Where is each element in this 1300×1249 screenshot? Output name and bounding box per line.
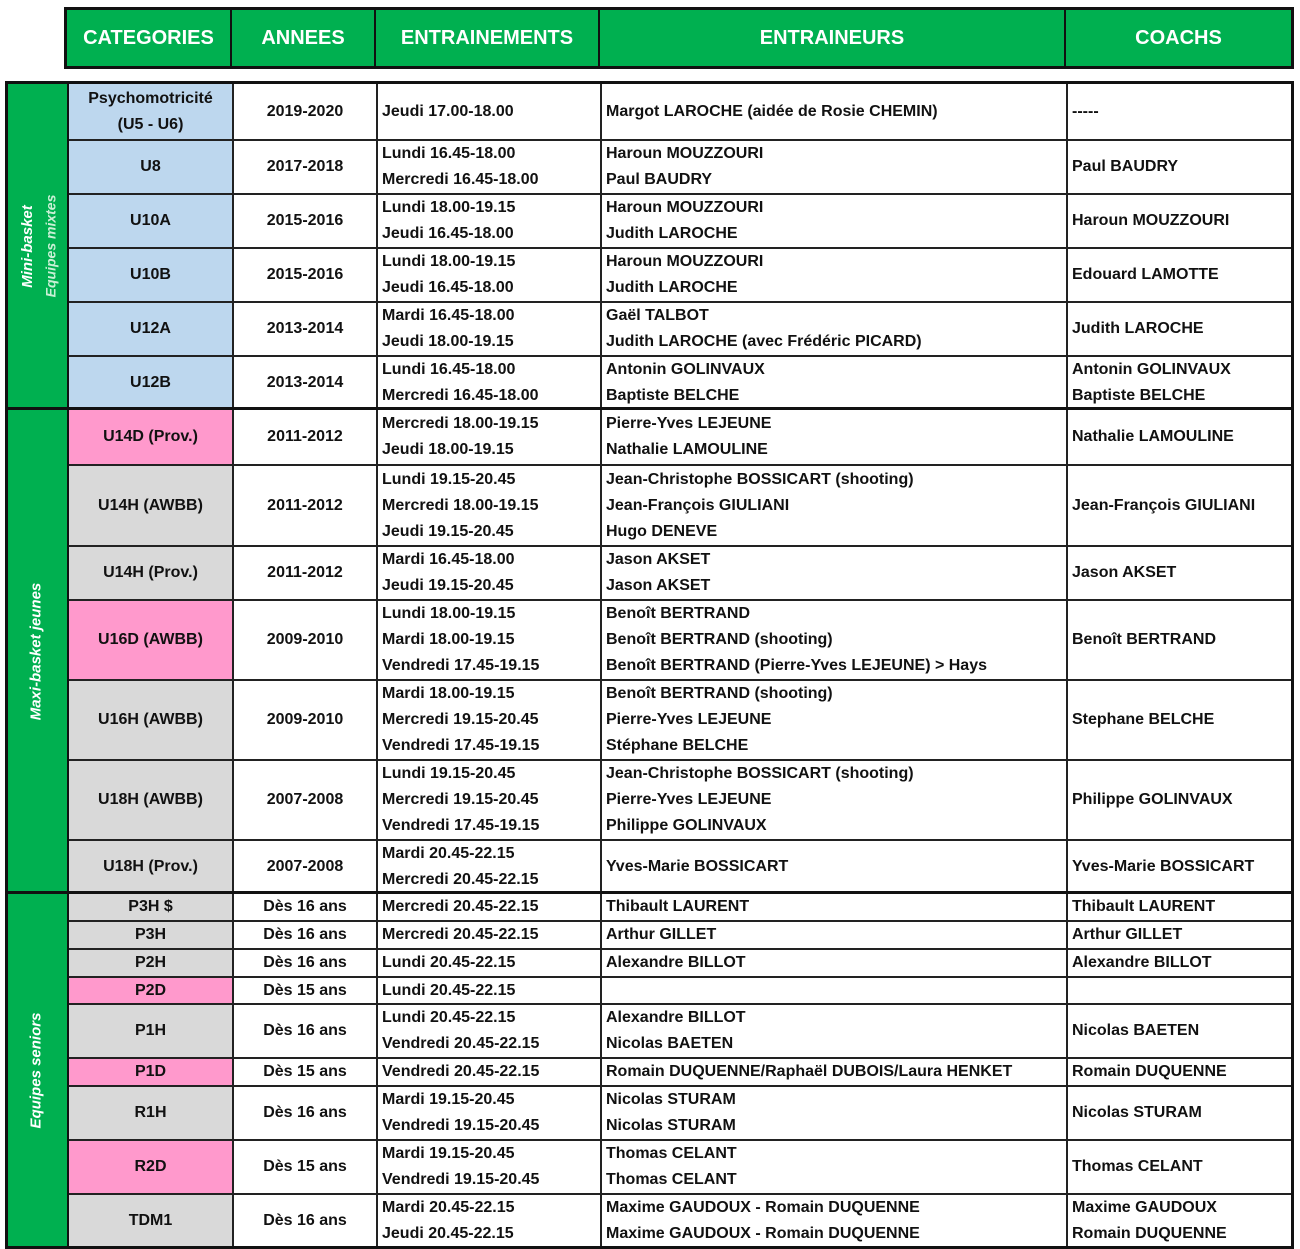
- column-header-bar: [64, 7, 1294, 69]
- training-slot: Mercredi 20.45-22.15: [382, 898, 539, 915]
- category-cell: [69, 1059, 234, 1085]
- header-entraineurs: ENTRAINEURS: [600, 10, 1066, 66]
- trainers-cell: [602, 681, 1068, 759]
- category-cell: [69, 1141, 234, 1193]
- header-categories: CATEGORIES: [67, 10, 232, 66]
- table-row: [69, 950, 1291, 978]
- section-mini: [5, 81, 1294, 411]
- category-label: U14H (AWBB): [98, 496, 203, 514]
- years-cell: [234, 84, 378, 139]
- training-slot: Mardi 18.00-19.15: [382, 685, 515, 702]
- trainers-cell: [602, 922, 1068, 948]
- trainers-cell: [602, 841, 1068, 893]
- years-cell: [234, 841, 378, 893]
- trainings-cell: [378, 978, 602, 1003]
- coaches-cell: [1068, 1059, 1291, 1085]
- training-slot: Mardi 20.45-22.15: [382, 1198, 515, 1216]
- coaches-cell: [1068, 1195, 1291, 1246]
- coaches-cell: [1068, 1087, 1291, 1139]
- years-value: 2011-2012: [267, 496, 343, 514]
- table-row: [69, 894, 1291, 922]
- coach-name: Thibault LAURENT: [1072, 898, 1216, 915]
- training-slot: Vendredi 17.45-19.15: [382, 737, 540, 754]
- category-cell: [69, 922, 234, 948]
- years-cell: [234, 894, 378, 920]
- training-slot: Lundi 19.15-20.45: [382, 470, 516, 488]
- category-cell: [69, 978, 234, 1003]
- trainer-name: Thomas CELANT: [606, 1171, 737, 1188]
- category-label: U10A: [130, 212, 171, 229]
- section-title: Mini-basket: [18, 204, 36, 288]
- trainings-cell: [378, 1087, 602, 1139]
- trainer-name: Nicolas STURAM: [606, 1117, 736, 1134]
- table-row: [69, 249, 1291, 303]
- trainer-name: Jason AKSET: [606, 551, 711, 568]
- trainers-cell: [602, 978, 1068, 1003]
- category-cell: [69, 950, 234, 976]
- training-slot: Lundi 20.45-22.15: [382, 954, 516, 971]
- years-cell: [234, 303, 378, 355]
- category-cell: [69, 841, 234, 893]
- training-slot: Vendredi 19.15-20.45: [382, 1117, 540, 1134]
- years-cell: [234, 681, 378, 759]
- category-label: U8: [140, 158, 161, 175]
- years-value: 2007-2008: [266, 858, 344, 875]
- trainings-cell: [378, 1195, 602, 1246]
- trainer-name: Jean-Christophe BOSSICART (shooting): [606, 765, 914, 782]
- years-cell: [234, 1059, 378, 1085]
- trainer-name: Haroun MOUZZOURI: [606, 253, 764, 270]
- years-cell: [234, 547, 378, 599]
- training-slot: Mardi 16.45-18.00: [382, 307, 515, 324]
- years-value: 2007-2008: [266, 791, 344, 808]
- trainings-cell: [378, 141, 602, 193]
- coach-name: Nicolas STURAM: [1072, 1104, 1202, 1121]
- section-subtitle: Equipes mixtes: [41, 194, 58, 298]
- trainings-cell: [378, 841, 602, 893]
- coach-name: Judith LAROCHE: [1072, 320, 1204, 337]
- trainer-name: Baptiste BELCHE: [606, 386, 740, 404]
- years-value: 2009-2010: [266, 631, 344, 648]
- table-row: [69, 547, 1291, 601]
- coaches-cell: [1068, 978, 1291, 1003]
- category-cell: [69, 1087, 234, 1139]
- training-slot: Jeudi 19.15-20.45: [382, 577, 514, 594]
- training-slot: Lundi 19.15-20.45: [382, 765, 516, 782]
- coach-name: Romain DUQUENNE: [1072, 1224, 1227, 1242]
- trainers-cell: [602, 894, 1068, 920]
- training-slot: Lundi 18.00-19.15: [382, 253, 516, 270]
- table-row: [69, 841, 1291, 893]
- trainer-name: Nathalie LAMOULINE: [606, 441, 768, 458]
- section-maxi: [5, 407, 1294, 896]
- trainer-name: Antonin GOLINVAUX: [606, 360, 765, 378]
- training-slot: Mercredi 20.45-22.15: [382, 926, 539, 943]
- header-coachs: COACHS: [1135, 26, 1222, 49]
- coach-name: Philippe GOLINVAUX: [1072, 791, 1233, 808]
- category-label: U12A: [130, 320, 171, 337]
- category-cell: [69, 761, 234, 839]
- coaches-cell: [1068, 841, 1291, 893]
- table-row: [69, 681, 1291, 761]
- coach-name: Jason AKSET: [1072, 564, 1177, 581]
- trainers-cell: [602, 410, 1068, 464]
- training-slot: Mercredi 16.45-18.00: [382, 386, 539, 404]
- years-value: Dès 16 ans: [263, 954, 347, 971]
- trainings-cell: [378, 466, 602, 545]
- coaches-cell: [1068, 547, 1291, 599]
- trainer-name: Alexandre BILLOT: [606, 1009, 746, 1026]
- coach-name: Yves-Marie BOSSICART: [1072, 858, 1255, 875]
- years-cell: [234, 410, 378, 464]
- trainer-name: Gaël TALBOT: [606, 307, 709, 324]
- section-label-seniors: [8, 894, 69, 1246]
- category-label: P2D: [134, 981, 167, 999]
- table-row: [69, 978, 1291, 1005]
- training-slot: Mercredi 19.15-20.45: [382, 791, 539, 808]
- table-row: [69, 357, 1291, 408]
- trainings-cell: [378, 681, 602, 759]
- coach-name: Alexandre BILLOT: [1072, 954, 1212, 971]
- table-row: [69, 303, 1291, 357]
- category-label: Psychomotricité: [88, 89, 213, 107]
- trainer-name: Alexandre BILLOT: [606, 954, 746, 971]
- category-label: P3H: [134, 926, 167, 943]
- coach-name: Thomas CELANT: [1072, 1158, 1203, 1175]
- coaches-cell: [1068, 410, 1291, 464]
- category-cell: [69, 1005, 234, 1057]
- training-slot: Jeudi 16.45-18.00: [382, 225, 514, 242]
- table-row: [69, 1005, 1291, 1059]
- training-slot: Mercredi 20.45-22.15: [382, 871, 539, 888]
- trainer-name: Yves-Marie BOSSICART: [606, 858, 789, 875]
- training-slot: Jeudi 18.00-19.15: [382, 333, 514, 350]
- years-cell: [234, 466, 378, 545]
- section-label-mini: [8, 84, 69, 408]
- years-value: 2011-2012: [267, 428, 343, 445]
- category-cell: [69, 195, 234, 247]
- years-value: Dès 16 ans: [263, 1022, 347, 1039]
- coach-name: Romain DUQUENNE: [1072, 1063, 1227, 1080]
- training-slot: Jeudi 16.45-18.00: [382, 279, 514, 296]
- trainer-name: Pierre-Yves LEJEUNE: [606, 415, 772, 432]
- category-cell: [69, 84, 234, 139]
- coaches-cell: [1068, 1005, 1291, 1057]
- trainer-name: Benoît BERTRAND: [606, 605, 750, 622]
- trainers-cell: [602, 141, 1068, 193]
- trainings-cell: [378, 1005, 602, 1057]
- trainings-cell: [378, 303, 602, 355]
- trainer-name: Benoît BERTRAND (Pierre-Yves LEJEUNE) > Hays: [606, 657, 987, 674]
- trainings-cell: [378, 84, 602, 139]
- training-slot: Mercredi 16.45-18.00: [382, 171, 539, 188]
- trainings-cell: [378, 1059, 602, 1085]
- training-slot: Vendredi 20.45-22.15: [382, 1035, 540, 1052]
- category-cell: [69, 547, 234, 599]
- training-slot: Lundi 20.45-22.15: [382, 981, 516, 999]
- category-cell: [69, 601, 234, 679]
- trainers-cell: [602, 601, 1068, 679]
- category-label: U14H (Prov.): [103, 564, 198, 581]
- trainings-cell: [378, 1141, 602, 1193]
- training-slot: Vendredi 20.45-22.15: [382, 1063, 540, 1080]
- table-row: [69, 1059, 1291, 1087]
- coaches-cell: [1068, 950, 1291, 976]
- section-label-maxi: [8, 410, 69, 893]
- coaches-cell: [1068, 357, 1291, 408]
- trainers-cell: [602, 950, 1068, 976]
- years-value: 2017-2018: [266, 158, 344, 175]
- trainer-name: Jason AKSET: [606, 577, 711, 594]
- coaches-cell: [1068, 922, 1291, 948]
- training-slot: Vendredi 19.15-20.45: [382, 1171, 540, 1188]
- category-cell: [69, 357, 234, 408]
- category-label: U16H (AWBB): [98, 711, 203, 728]
- training-slot: Vendredi 17.45-19.15: [382, 657, 540, 674]
- category-label: P2H: [134, 954, 167, 971]
- coaches-cell: [1068, 894, 1291, 920]
- years-cell: [234, 357, 378, 408]
- category-label: U14D (Prov.): [103, 428, 198, 445]
- trainers-cell: [602, 761, 1068, 839]
- category-label: R1H: [134, 1104, 167, 1121]
- years-value: Dès 15 ans: [263, 1158, 347, 1175]
- trainers-cell: [602, 195, 1068, 247]
- trainer-name: Nicolas BAETEN: [606, 1035, 734, 1052]
- table-row: [69, 410, 1291, 466]
- trainings-cell: [378, 761, 602, 839]
- trainer-name: Thomas CELANT: [606, 1145, 737, 1162]
- trainers-cell: [602, 1195, 1068, 1246]
- trainer-name: Pierre-Yves LEJEUNE: [606, 791, 772, 808]
- coaches-cell: [1068, 195, 1291, 247]
- training-slot: Mardi 19.15-20.45: [382, 1091, 515, 1108]
- years-value: 2015-2016: [266, 266, 344, 283]
- category-label: U12B: [130, 373, 171, 391]
- years-value: 2013-2014: [266, 320, 344, 337]
- trainers-cell: [602, 1141, 1068, 1193]
- years-value: Dès 16 ans: [263, 1211, 347, 1229]
- training-slot: Mercredi 19.15-20.45: [382, 711, 539, 728]
- trainer-name: Thibault LAURENT: [606, 898, 750, 915]
- trainer-name: Hugo DENEVE: [606, 522, 718, 540]
- trainings-cell: [378, 894, 602, 920]
- training-slot: Lundi 16.45-18.00: [382, 360, 516, 378]
- coach-name: Jean-François GIULIANI: [1072, 496, 1256, 514]
- coaches-cell: [1068, 761, 1291, 839]
- trainer-name: Maxime GAUDOUX - Romain DUQUENNE: [606, 1198, 920, 1216]
- years-value: Dès 15 ans: [263, 981, 347, 999]
- section-title: Maxi-basket jeunes: [26, 582, 44, 721]
- trainings-cell: [378, 922, 602, 948]
- category-cell: [69, 249, 234, 301]
- trainer-name: Maxime GAUDOUX - Romain DUQUENNE: [606, 1224, 920, 1242]
- trainings-cell: [378, 357, 602, 408]
- trainings-cell: [378, 950, 602, 976]
- training-slot: Lundi 18.00-19.15: [382, 199, 516, 216]
- trainer-name: Jean-François GIULIANI: [606, 496, 790, 514]
- trainers-cell: [602, 1059, 1068, 1085]
- training-slot: Jeudi 17.00-18.00: [382, 102, 514, 120]
- category-label: TDM1: [128, 1211, 173, 1229]
- trainings-cell: [378, 249, 602, 301]
- trainer-name: Stéphane BELCHE: [606, 737, 749, 754]
- training-slot: Mardi 16.45-18.00: [382, 551, 515, 568]
- table-row: [69, 1195, 1291, 1246]
- trainer-name: Judith LAROCHE: [606, 225, 738, 242]
- years-cell: [234, 922, 378, 948]
- years-value: 2011-2012: [267, 564, 343, 581]
- trainer-name: Nicolas STURAM: [606, 1091, 736, 1108]
- trainers-cell: [602, 466, 1068, 545]
- category-label: U18H (Prov.): [103, 858, 198, 875]
- coach-name: Nathalie LAMOULINE: [1072, 428, 1234, 445]
- coaches-cell: [1068, 249, 1291, 301]
- years-cell: [234, 950, 378, 976]
- coach-name: Haroun MOUZZOURI: [1072, 212, 1230, 229]
- years-value: 2009-2010: [266, 711, 344, 728]
- training-slot: Jeudi 20.45-22.15: [382, 1224, 514, 1242]
- years-cell: [234, 1005, 378, 1057]
- header-entrainements: ENTRAINEMENTS: [376, 10, 600, 66]
- category-label: P3H $: [128, 898, 173, 915]
- training-slot: Lundi 20.45-22.15: [382, 1009, 516, 1026]
- category-cell: [69, 410, 234, 464]
- coaches-cell: [1068, 1141, 1291, 1193]
- trainer-name: Haroun MOUZZOURI: [606, 199, 764, 216]
- trainer-name: Paul BAUDRY: [606, 171, 713, 188]
- trainings-cell: [378, 195, 602, 247]
- coaches-cell: [1068, 303, 1291, 355]
- trainer-name: Philippe GOLINVAUX: [606, 817, 767, 834]
- trainers-cell: [602, 1005, 1068, 1057]
- section-title: Equipes seniors: [26, 1012, 44, 1128]
- coach-name: Maxime GAUDOUX: [1072, 1198, 1217, 1216]
- years-cell: [234, 761, 378, 839]
- table-row: [69, 1141, 1291, 1195]
- category-label: U10B: [130, 266, 171, 283]
- trainers-cell: [602, 1087, 1068, 1139]
- trainers-cell: [602, 84, 1068, 139]
- trainers-cell: [602, 357, 1068, 408]
- table-row: [69, 601, 1291, 681]
- years-value: Dès 16 ans: [263, 926, 347, 943]
- trainer-name: Margot LAROCHE (aidée de Rosie CHEMIN): [606, 102, 938, 120]
- section-seniors: [5, 891, 1294, 1249]
- category-cell: [69, 141, 234, 193]
- category-label: U16D (AWBB): [98, 631, 203, 648]
- category-label: P1H: [134, 1022, 167, 1039]
- category-label: (U5 - U6): [117, 115, 184, 133]
- years-cell: [234, 978, 378, 1003]
- table-row: [69, 922, 1291, 950]
- years-cell: [234, 1141, 378, 1193]
- table-row: [69, 466, 1291, 547]
- trainer-name: Judith LAROCHE (avec Frédéric PICARD): [606, 333, 922, 350]
- table-row: [69, 1087, 1291, 1141]
- trainings-cell: [378, 547, 602, 599]
- coaches-cell: [1068, 141, 1291, 193]
- training-slot: Mercredi 18.00-19.15: [382, 496, 539, 514]
- table-row: [69, 84, 1291, 141]
- coach-name: Paul BAUDRY: [1072, 158, 1179, 175]
- coach-name: Benoît BERTRAND: [1072, 631, 1216, 648]
- coach-name: Arthur GILLET: [1072, 926, 1183, 943]
- training-slot: Mercredi 18.00-19.15: [382, 415, 539, 432]
- years-cell: [234, 141, 378, 193]
- years-value: Dès 16 ans: [263, 898, 347, 915]
- years-cell: [234, 601, 378, 679]
- training-slot: Lundi 18.00-19.15: [382, 605, 516, 622]
- years-cell: [234, 195, 378, 247]
- table-row: [69, 141, 1291, 195]
- years-cell: [234, 1195, 378, 1246]
- category-cell: [69, 303, 234, 355]
- trainer-name: Jean-Christophe BOSSICART (shooting): [606, 470, 914, 488]
- coach-name: Nicolas BAETEN: [1072, 1022, 1200, 1039]
- trainings-cell: [378, 601, 602, 679]
- training-slot: Jeudi 18.00-19.15: [382, 441, 514, 458]
- trainers-cell: [602, 303, 1068, 355]
- training-slot: Jeudi 19.15-20.45: [382, 522, 514, 540]
- trainings-cell: [378, 410, 602, 464]
- category-label: U18H (AWBB): [98, 791, 203, 808]
- training-slot: Lundi 16.45-18.00: [382, 145, 516, 162]
- training-slot: Mardi 19.15-20.45: [382, 1145, 515, 1162]
- years-value: Dès 16 ans: [263, 1104, 347, 1121]
- coaches-cell: [1068, 681, 1291, 759]
- trainer-name: Haroun MOUZZOURI: [606, 145, 764, 162]
- coach-name: Baptiste BELCHE: [1072, 386, 1206, 404]
- years-value: Dès 15 ans: [263, 1063, 347, 1080]
- category-cell: [69, 1195, 234, 1246]
- years-value: 2019-2020: [266, 102, 344, 120]
- category-label: R2D: [134, 1158, 167, 1175]
- trainer-name: Pierre-Yves LEJEUNE: [606, 711, 772, 728]
- trainer-name: Benoît BERTRAND (shooting): [606, 685, 833, 702]
- training-slot: Mardi 18.00-19.15: [382, 631, 515, 648]
- table-row: [69, 761, 1291, 841]
- coach-name: Antonin GOLINVAUX: [1072, 360, 1231, 378]
- coach-name: Edouard LAMOTTE: [1072, 266, 1219, 283]
- training-slot: Vendredi 17.45-19.15: [382, 817, 540, 834]
- coach-name: -----: [1072, 102, 1099, 120]
- category-cell: [69, 681, 234, 759]
- header-annees: ANNEES: [232, 10, 376, 66]
- coaches-cell: [1068, 466, 1291, 545]
- trainer-name: Arthur GILLET: [606, 926, 717, 943]
- category-label: P1D: [134, 1063, 167, 1080]
- trainer-name: Romain DUQUENNE/Raphaël DUBOIS/Laura HENKET: [606, 1063, 1013, 1080]
- years-value: 2013-2014: [266, 373, 344, 391]
- trainer-name: Judith LAROCHE: [606, 279, 738, 296]
- category-cell: [69, 894, 234, 920]
- coach-name: Stephane BELCHE: [1072, 711, 1215, 728]
- coaches-cell: [1068, 84, 1291, 139]
- years-cell: [234, 249, 378, 301]
- category-cell: [69, 466, 234, 545]
- trainer-name: Benoît BERTRAND (shooting): [606, 631, 833, 648]
- trainers-cell: [602, 249, 1068, 301]
- years-value: 2015-2016: [266, 212, 344, 229]
- trainers-cell: [602, 547, 1068, 599]
- training-slot: Mardi 20.45-22.15: [382, 845, 515, 862]
- coaches-cell: [1068, 601, 1291, 679]
- table-row: [69, 195, 1291, 249]
- years-cell: [234, 1087, 378, 1139]
